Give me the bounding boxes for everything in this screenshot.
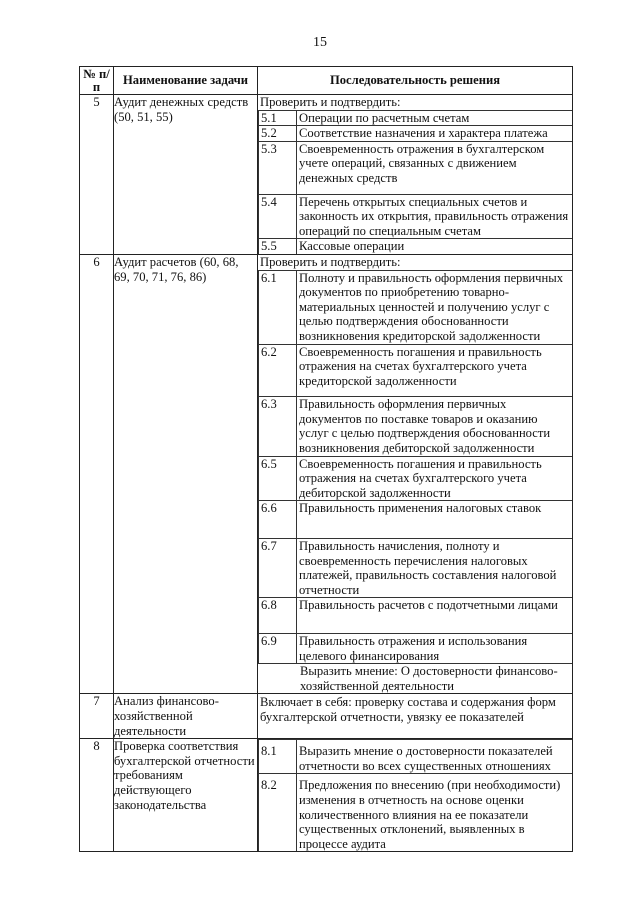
step-text: Полноту и правильность оформления первичных документов по приобретению товарно-материальных ценностей и получению услуг с целью подтверждения обоснованности возникновения кредиторской задолженности (297, 270, 573, 344)
step-code: 5.2 (259, 126, 297, 142)
step-item (259, 141, 573, 194)
task-steps (258, 739, 573, 852)
row-number: 5 (80, 95, 114, 255)
step-item (259, 126, 573, 142)
step-text: Своевременность отражения в бухгалтерском учете операций, связанных с движением денежных средств (297, 141, 573, 194)
conclusion-text: Выразить мнение: О достоверности финансово-хозяйственной деятельности (258, 663, 572, 693)
step-item (259, 110, 573, 126)
step-item (259, 270, 573, 344)
header-task-name: Наименование задачи (114, 67, 258, 95)
step-item (259, 539, 573, 598)
step-item (259, 598, 573, 634)
task-steps (258, 694, 573, 739)
step-code: 6.3 (259, 397, 297, 456)
row-number: 7 (80, 694, 114, 739)
step-text: Предложения по внесению (при необходимости) изменения в отчетность на основе оценки количественного влияния на ее показатели существенных отклонений, выявленных в процессе аудита (297, 774, 573, 851)
table-row (80, 739, 573, 852)
step-code: 6.7 (259, 539, 297, 598)
task-name: Аудит расчетов (60, 68, 69, 70, 71, 76, 86) (114, 254, 258, 693)
task-name: Проверка соответствия бухгалтерской отчетности требованиям действующего законодательства (114, 739, 258, 852)
step-code: 6.6 (259, 501, 297, 539)
step-text: Правильность расчетов с подотчетными лицами (297, 598, 573, 634)
header-solution-sequence: Последовательность решения (258, 67, 573, 95)
step-text: Правильность применения налоговых ставок (297, 501, 573, 539)
row-number: 8 (80, 739, 114, 852)
step-item (259, 774, 573, 851)
table-row (80, 95, 573, 255)
step-text: Кассовые операции (297, 239, 573, 254)
step-text: Выразить мнение о достоверности показателей отчетности во всех существенных отношениях (297, 740, 573, 774)
steps-list (258, 739, 572, 851)
step-code: 8.1 (259, 740, 297, 774)
step-code: 5.4 (259, 194, 297, 239)
step-code: 6.5 (259, 456, 297, 501)
step-code: 5.5 (259, 239, 297, 254)
step-code: 6.9 (259, 634, 297, 664)
step-text: Своевременность погашения и правильность отражения на счетах бухгалтерского учета кредиторской задолженности (297, 344, 573, 397)
step-text: Правильность начисления, полноту и своевременность перечисления налоговых платежей, правильность составления налоговой отчетности (297, 539, 573, 598)
steps-list (258, 270, 572, 664)
step-item (259, 344, 573, 397)
step-text: Правильность отражения и использования целевого финансирования (297, 634, 573, 664)
task-name: Анализ финансово-хозяйственной деятельности (114, 694, 258, 739)
step-code: 5.3 (259, 141, 297, 194)
step-code: 5.1 (259, 110, 297, 126)
table-header-row (80, 67, 573, 95)
task-steps (258, 95, 573, 255)
step-item (259, 456, 573, 501)
table-row (80, 694, 573, 739)
task-name: Аудит денежных средств (50, 51, 55) (114, 95, 258, 255)
audit-plan-table (79, 66, 573, 852)
steps-intro: Проверить и подтвердить: (260, 95, 401, 109)
step-item (259, 239, 573, 254)
steps-list (258, 110, 572, 254)
step-text: Соответствие назначения и характера платежа (297, 126, 573, 142)
step-item (259, 740, 573, 774)
step-code: 6.2 (259, 344, 297, 397)
step-text: Своевременность погашения и правильность отражения на счетах бухгалтерского учета дебиторской задолженности (297, 456, 573, 501)
step-code: 6.8 (259, 598, 297, 634)
steps-intro: Включает в себя: проверку состава и содержания форм бухгалтерской отчетности, увязку ее показателей (260, 695, 556, 724)
table-row (80, 254, 573, 693)
step-text: Правильность оформления первичных документов по поставке товаров и оказанию услуг с целью подтверждения обоснованности возникновения дебиторской задолженности (297, 397, 573, 456)
step-item (259, 397, 573, 456)
step-text: Перечень открытых специальных счетов и законность их открытия, правильность отражения операций по специальным счетам (297, 194, 573, 239)
task-steps (258, 254, 573, 693)
row-number: 6 (80, 254, 114, 693)
step-code: 6.1 (259, 270, 297, 344)
step-item (259, 501, 573, 539)
step-item (259, 194, 573, 239)
step-item (259, 634, 573, 664)
step-text: Операции по расчетным счетам (297, 110, 573, 126)
steps-intro: Проверить и подтвердить: (260, 254, 401, 269)
page-number: 15 (313, 35, 327, 50)
step-code: 8.2 (259, 774, 297, 851)
header-num: № п/п (80, 67, 114, 95)
